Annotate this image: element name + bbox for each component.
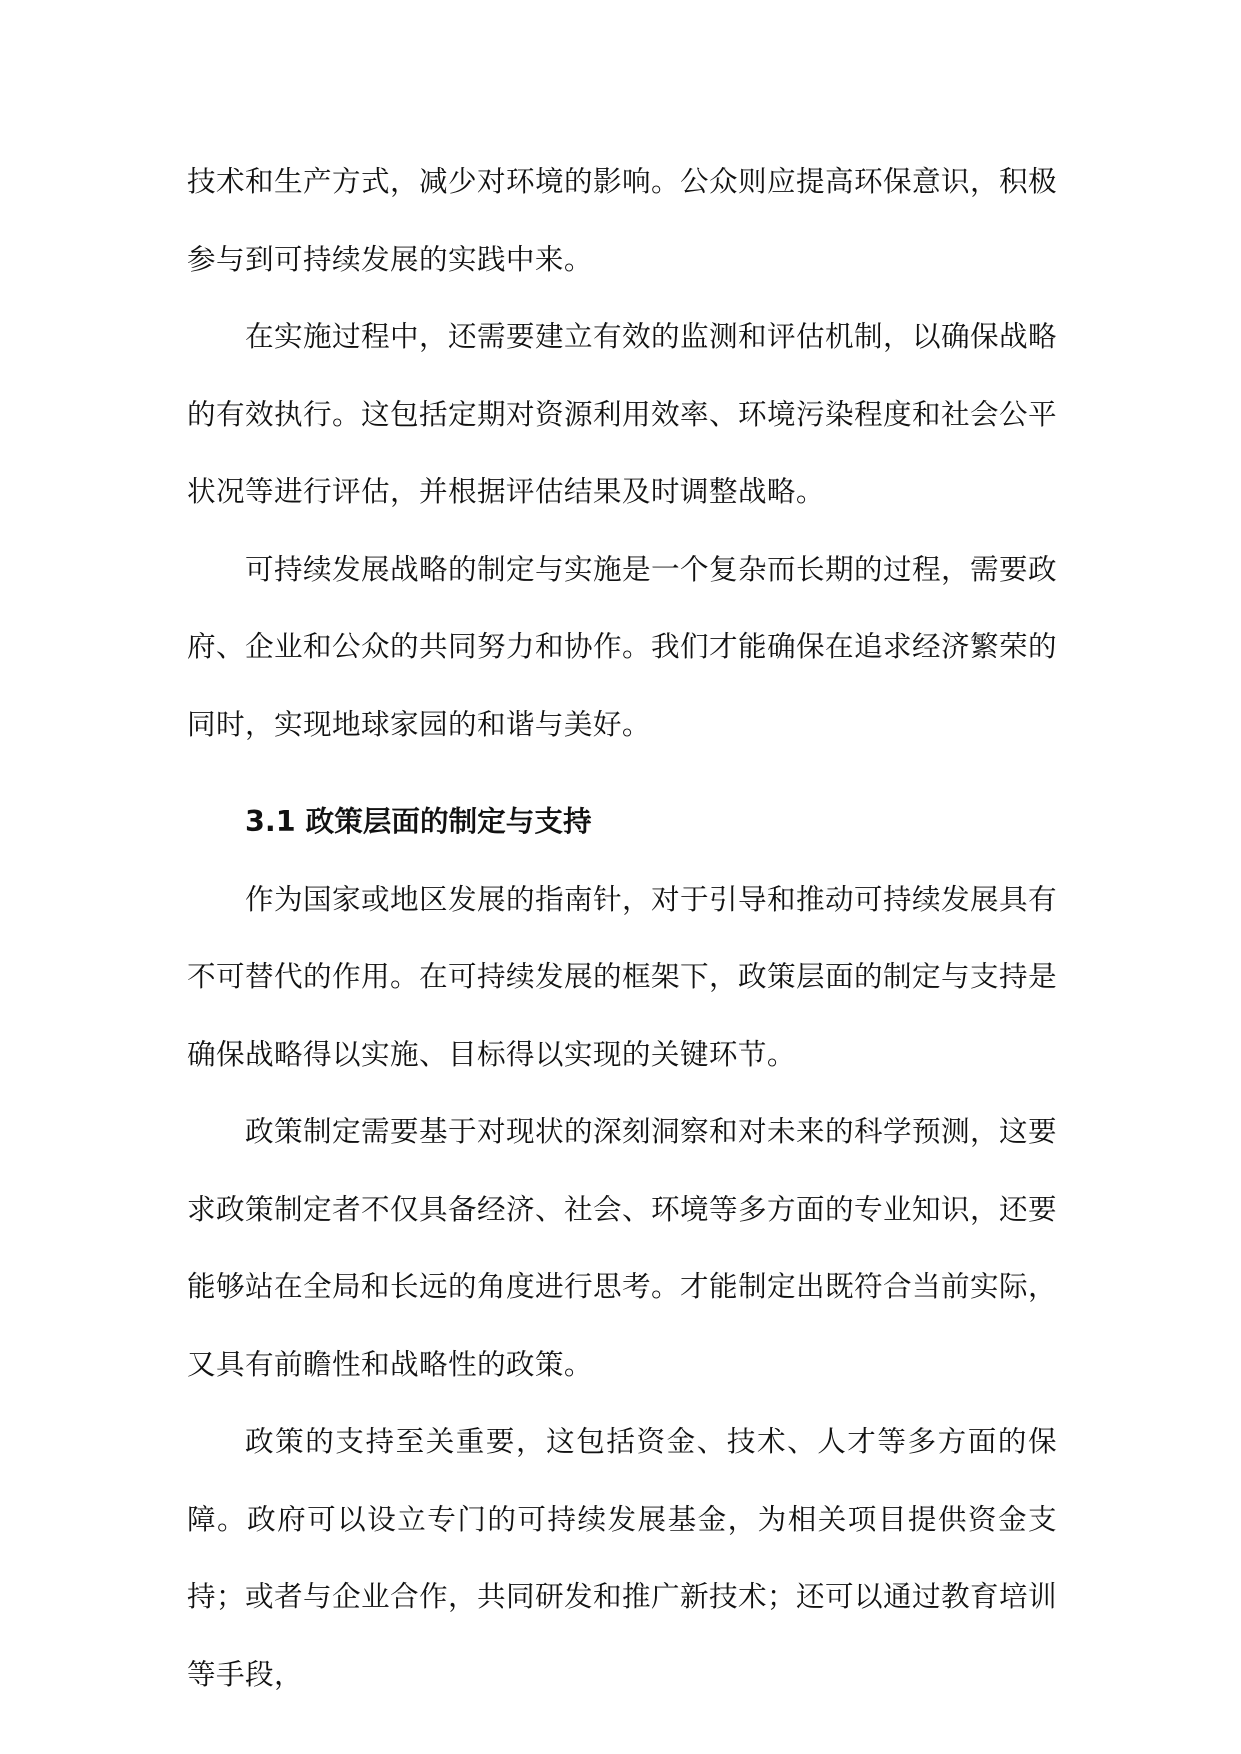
paragraph-policy-support: 政策的支持至关重要，这包括资金、技术、人才等多方面的保障。政府可以设立专门的可持续发展基金，为相关项目提供资金支持；或者与企业合作，共同研发和推广新技术；还可以通过教育培训等手段， [187,1424,1057,1691]
paragraph-policy-making: 政策制定需要基于对现状的深刻洞察和对未来的科学预测，这要求政策制定者不仅具备经济、社会、环境等多方面的专业知识，还要能够站在全局和长远的角度进行思考。才能制定出既符合当前实际，又具有前瞻性和战略性的政策。 [187,1114,1057,1381]
section-heading: 3.1 政策层面的制定与支持 [245,804,592,838]
paragraph-continuation: 技术和生产方式，减少对环境的影响。公众则应提高环保意识，积极参与到可持续发展的实践中来。 [187,164,1057,276]
document-body [187,143,1057,1713]
paragraph-policy-role: 作为国家或地区发展的指南针，对于引导和推动可持续发展具有不可替代的作用。在可持续发展的框架下，政策层面的制定与支持是确保战略得以实施、目标得以实现的关键环节。 [187,881,1057,1071]
paragraph-monitoring: 在实施过程中，还需要建立有效的监测和评估机制，以确保战略的有效执行。这包括定期对资源利用效率、环境污染程度和社会公平状况等进行评估，并根据评估结果及时调整战略。 [187,319,1057,508]
paragraph-strategy-summary: 可持续发展战略的制定与实施是一个复杂而长期的过程，需要政府、企业和公众的共同努力和协作。我们才能确保在追求经济繁荣的同时，实现地球家园的和谐与美好。 [187,551,1057,741]
